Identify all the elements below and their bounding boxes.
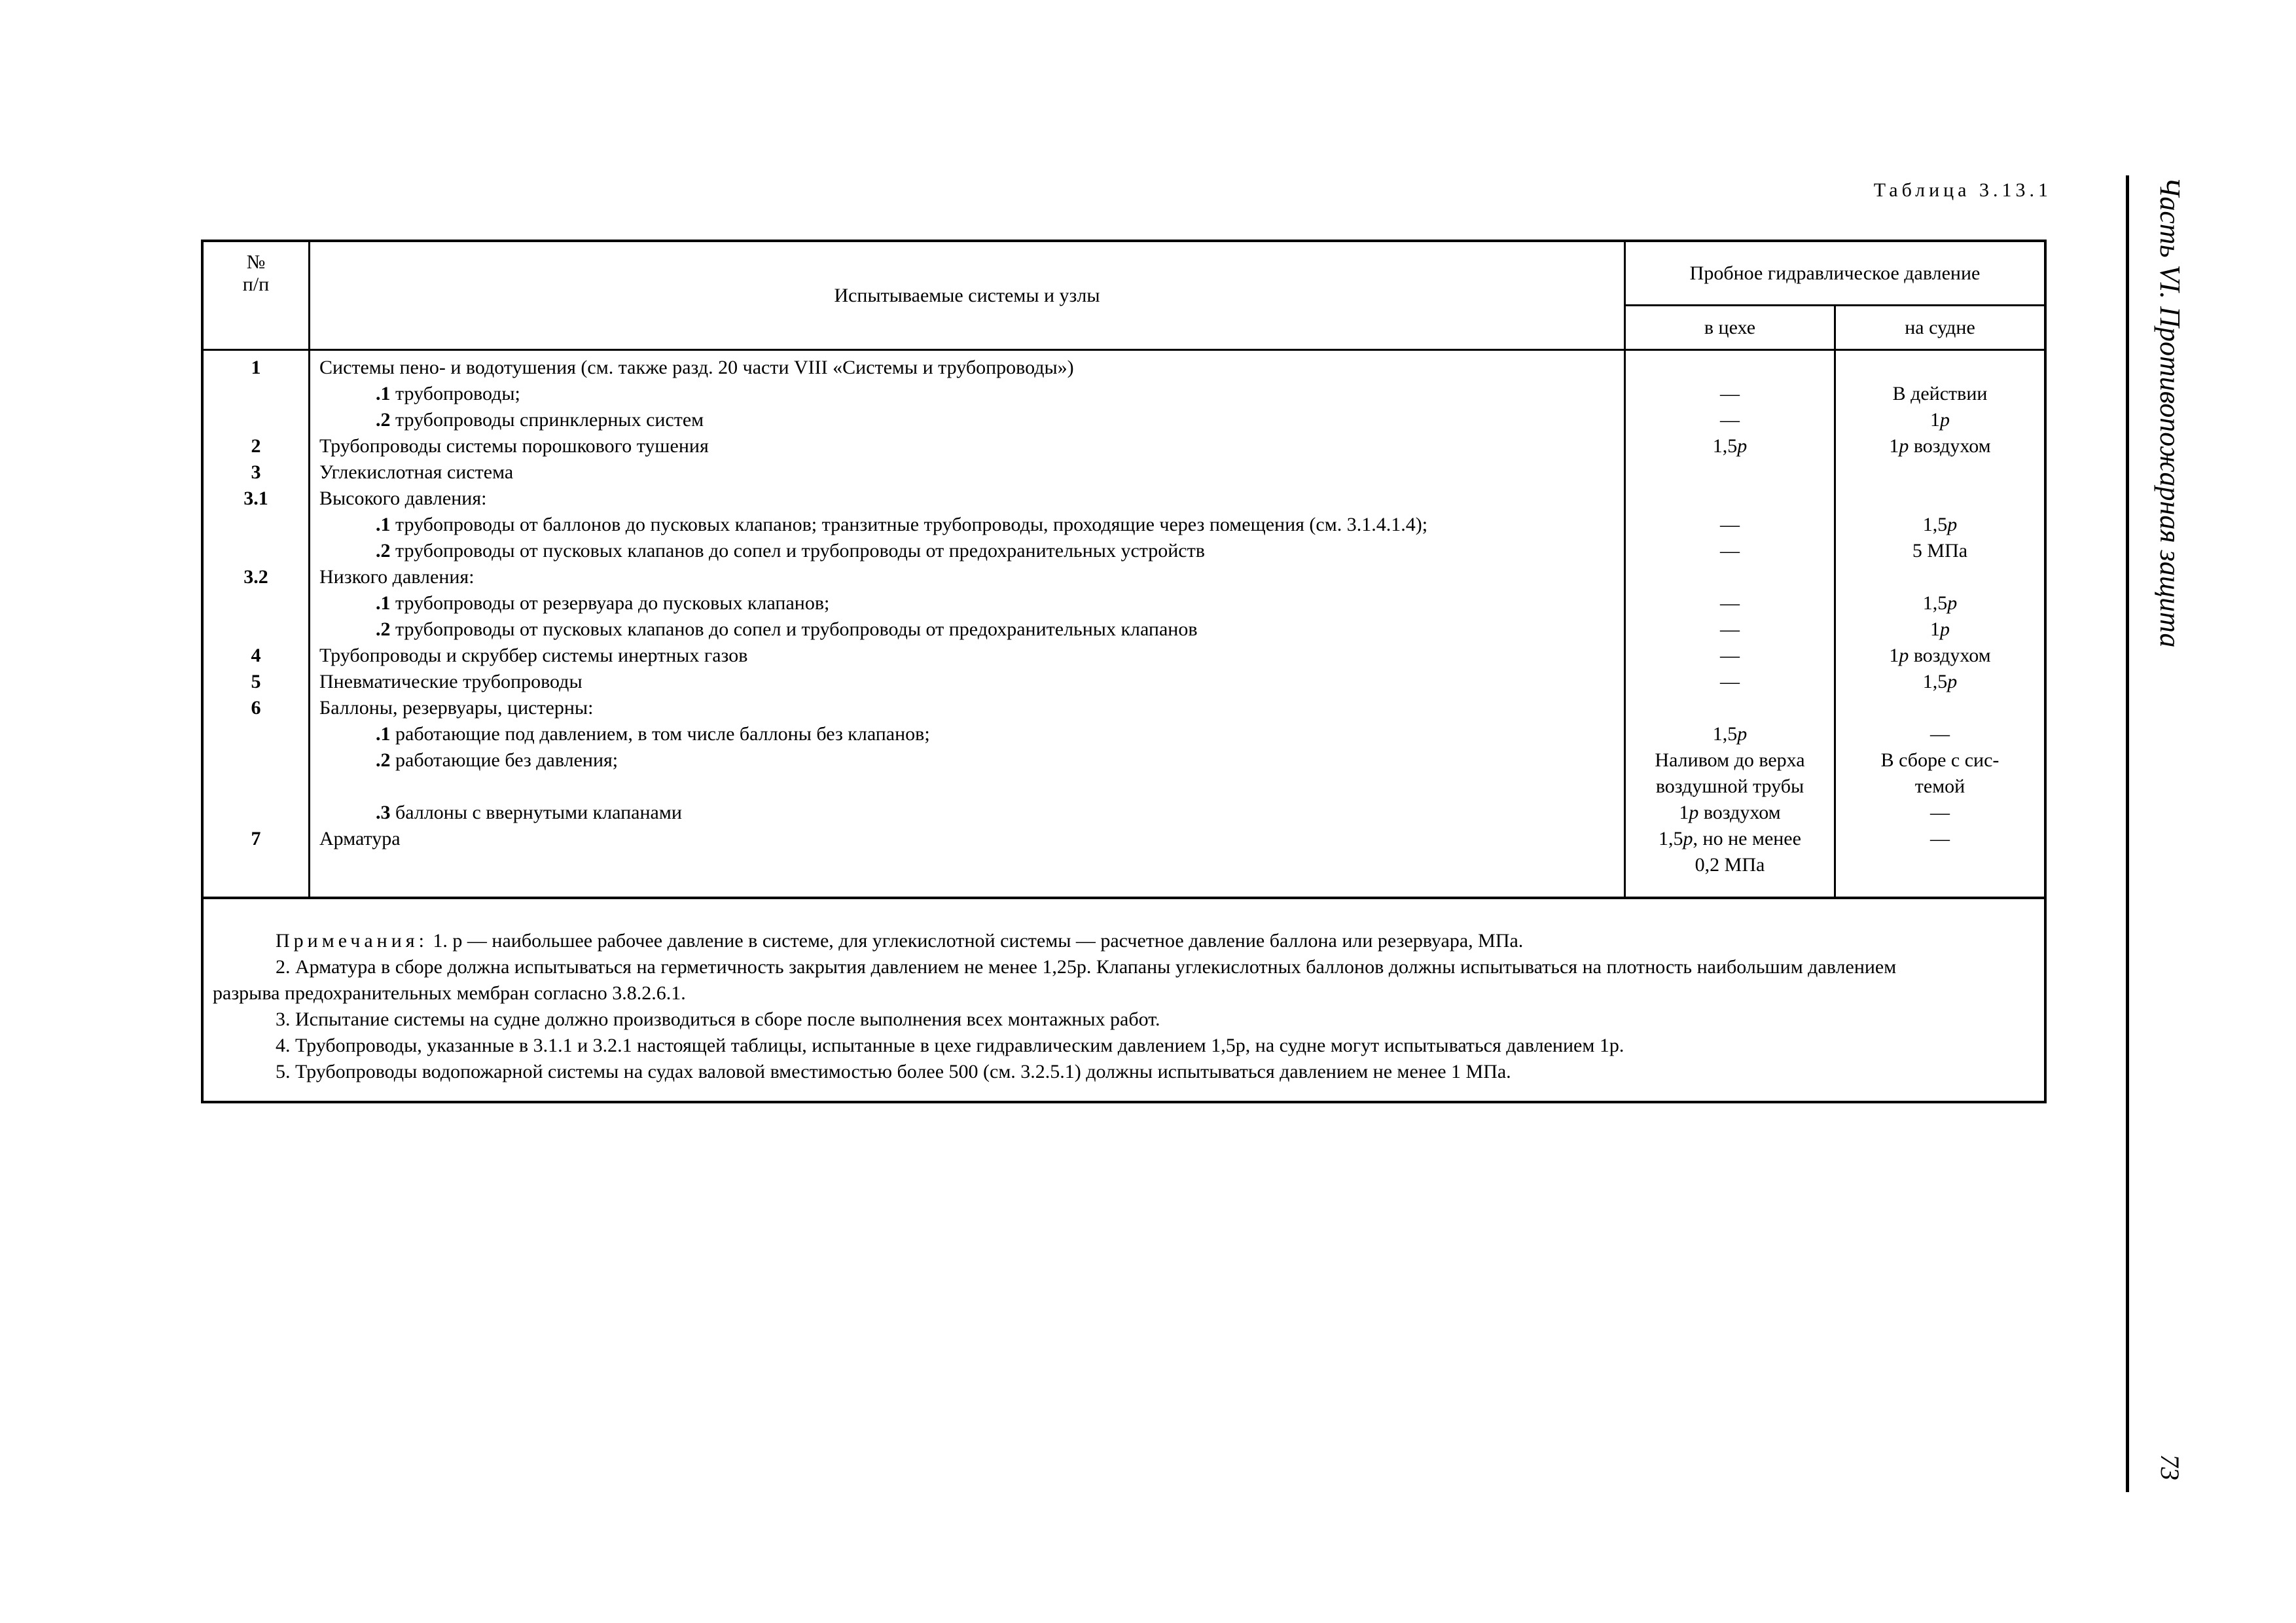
row-system: [310, 852, 1625, 898]
row-number: [202, 800, 310, 826]
notes-block: [202, 898, 2045, 1102]
row-system: [310, 695, 1625, 721]
row-system: [310, 616, 1625, 643]
row-system-text: Углекислотная система: [319, 461, 514, 483]
table-row: [202, 800, 2045, 826]
row-system: [310, 350, 1625, 382]
row-system-text: трубопроводы от пусковых клапанов до сопел и трубопроводы от предохранительных клапанов: [390, 618, 1198, 640]
row-number: [202, 852, 310, 898]
row-system: [310, 721, 1625, 747]
row-system: [310, 512, 1625, 538]
row-system-text: баллоны с ввернутыми клапанами: [390, 802, 682, 823]
row-pressure-on-ship: [1835, 564, 2046, 590]
row-system-text: работающие под давлением, в том числе баллоны без клапанов;: [390, 723, 930, 745]
row-pressure-on-ship: [1835, 486, 2046, 512]
row-pressure-on-ship: [1835, 350, 2046, 382]
row-system: [310, 747, 1625, 774]
row-number: [202, 774, 310, 800]
row-system: [310, 826, 1625, 852]
row-pressure-on-ship: 1,5p: [1835, 512, 2046, 538]
row-pressure-on-ship: 1p: [1835, 616, 2046, 643]
row-system-text: трубопроводы;: [390, 383, 520, 404]
row-pressure-in-shop: [1625, 350, 1835, 382]
table-row: [202, 590, 2045, 616]
header-number-abbr: п/п: [242, 274, 270, 295]
table-row: [202, 643, 2045, 669]
row-subitem-number: .2: [376, 409, 391, 431]
row-system: [310, 381, 1625, 407]
row-number: 7: [202, 826, 310, 852]
row-system: [310, 459, 1625, 486]
row-subitem-number: .1: [376, 592, 391, 614]
header-in-shop: в цехе: [1625, 306, 1835, 350]
row-pressure-in-shop: —: [1625, 616, 1835, 643]
table-row: [202, 721, 2045, 747]
notes-row: [202, 898, 2045, 1102]
row-pressure-on-ship: В сборе с сис-: [1835, 747, 2046, 774]
header-on-ship: на судне: [1835, 306, 2046, 350]
row-system-text: Системы пено- и водотушения (см. также разд. 20 части VIII «Системы и трубопроводы»): [319, 357, 1074, 378]
header-number-symbol: №: [246, 251, 266, 273]
table-body: [202, 350, 2045, 899]
row-number: [202, 616, 310, 643]
table-row: [202, 826, 2045, 852]
row-system-text: Пневматические трубопроводы: [319, 671, 583, 692]
row-system-text: Высокого давления:: [319, 488, 487, 509]
row-number: 2: [202, 433, 310, 459]
table-row: [202, 407, 2045, 433]
row-number: [202, 538, 310, 564]
row-subitem-number: .1: [376, 723, 391, 745]
table-row: [202, 512, 2045, 538]
row-system: [310, 433, 1625, 459]
row-system-text: Низкого давления:: [319, 566, 475, 588]
table-caption: Таблица 3.13.1: [1873, 179, 2052, 201]
row-system: [310, 800, 1625, 826]
row-pressure-in-shop: 1,5p, но не менее: [1625, 826, 1835, 852]
row-pressure-on-ship: темой: [1835, 774, 2046, 800]
row-pressure-in-shop: 0,2 МПа: [1625, 852, 1835, 898]
row-system: [310, 590, 1625, 616]
row-subitem-number: .1: [376, 383, 391, 404]
row-pressure-in-shop: [1625, 459, 1835, 486]
table-row: [202, 695, 2045, 721]
note-2-continuation: разрыва предохранительных мембран согласно 3.8.2.6.1.: [213, 982, 686, 1004]
header-pressure: Пробное гидравлическое давление: [1625, 241, 2046, 306]
row-subitem-number: .1: [376, 514, 391, 535]
row-number: [202, 512, 310, 538]
side-rule: [2126, 175, 2129, 1492]
row-system-text: Трубопроводы системы порошкового тушения: [319, 435, 709, 457]
row-number: 3.2: [202, 564, 310, 590]
pressure-test-table: [201, 240, 2047, 1103]
row-pressure-on-ship: 1,5p: [1835, 669, 2046, 695]
table-row: [202, 564, 2045, 590]
row-number: [202, 381, 310, 407]
row-pressure-in-shop: 1,5p: [1625, 433, 1835, 459]
side-section-title: Часть VI. Противопожарная защита: [2154, 177, 2186, 648]
row-number: 5: [202, 669, 310, 695]
row-pressure-on-ship: 1p воздухом: [1835, 433, 2046, 459]
row-system-text: Баллоны, резервуары, цистерны:: [319, 697, 594, 719]
table-row: [202, 350, 2045, 382]
row-number: 3.1: [202, 486, 310, 512]
row-pressure-on-ship: 1,5p: [1835, 590, 2046, 616]
row-pressure-in-shop: [1625, 695, 1835, 721]
row-number: 4: [202, 643, 310, 669]
row-subitem-number: .3: [376, 802, 391, 823]
header-systems: Испытываемые системы и узлы: [310, 241, 1625, 350]
row-pressure-in-shop: [1625, 486, 1835, 512]
note-1: [213, 928, 2035, 954]
row-number: 6: [202, 695, 310, 721]
row-number: [202, 590, 310, 616]
row-number: [202, 721, 310, 747]
table-row: [202, 616, 2045, 643]
row-number: [202, 747, 310, 774]
row-pressure-on-ship: —: [1835, 800, 2046, 826]
row-pressure-in-shop: —: [1625, 512, 1835, 538]
table-row: [202, 747, 2045, 774]
row-pressure-on-ship: В действии: [1835, 381, 2046, 407]
row-system: [310, 669, 1625, 695]
row-pressure-on-ship: [1835, 459, 2046, 486]
header-number: [202, 241, 310, 350]
row-system-text: Трубопроводы и скруббер системы инертных газов: [319, 645, 748, 666]
row-pressure-in-shop: Наливом до верха: [1625, 747, 1835, 774]
row-system: [310, 538, 1625, 564]
page-number: 73: [2155, 1454, 2185, 1480]
note-3: 3. Испытание системы на судне должно производиться в сборе после выполнения всех монтажных работ.: [276, 1008, 1160, 1030]
row-system: [310, 564, 1625, 590]
notes-label: Примечания:: [276, 930, 428, 952]
table-row: [202, 669, 2045, 695]
row-system-text: трубопроводы от пусковых клапанов до сопел и трубопроводы от предохранительных устройств: [390, 540, 1205, 562]
row-system-text: работающие без давления;: [390, 749, 619, 771]
row-subitem-number: .2: [376, 618, 391, 640]
row-system: [310, 407, 1625, 433]
row-subitem-number: .2: [376, 540, 391, 562]
row-pressure-on-ship: —: [1835, 826, 2046, 852]
row-system: [310, 774, 1625, 800]
row-system-text: трубопроводы от баллонов до пусковых клапанов; транзитные трубопроводы, проходящие через помещения (см. 3.1.4.1.4);: [390, 514, 1428, 535]
note-5: 5. Трубопроводы водопожарной системы на судах валовой вместимостью более 500 (см. 3.2.5.1) должны испытываться давлением не менее 1 МПа.: [276, 1061, 1511, 1082]
note-4: 4. Трубопроводы, указанные в 3.1.1 и 3.2.1 настоящей таблицы, испытанные в цехе гидравлическим давлением 1,5p, на судне могут испытываться давлением 1p.: [276, 1035, 1624, 1056]
row-number: [202, 407, 310, 433]
row-pressure-in-shop: [1625, 564, 1835, 590]
row-system-text: Арматура: [319, 828, 401, 849]
row-system: [310, 486, 1625, 512]
row-pressure-on-ship: 5 МПа: [1835, 538, 2046, 564]
row-system: [310, 643, 1625, 669]
row-pressure-on-ship: 1p: [1835, 407, 2046, 433]
note-2: 2. Арматура в сборе должна испытываться на герметичность закрытия давлением не менее 1,25p. Клапаны углекислотных баллонов должны испытываться на плотность наибольшим давлением: [276, 956, 1897, 978]
note-1-text: 1. p — наибольшее рабочее давление в системе, для углекислотной системы — расчетное давление баллона или резервуара, МПа.: [433, 930, 1524, 952]
row-pressure-in-shop: —: [1625, 381, 1835, 407]
table-row: [202, 486, 2045, 512]
row-pressure-in-shop: —: [1625, 590, 1835, 616]
row-pressure-on-ship: [1835, 695, 2046, 721]
table-row: [202, 459, 2045, 486]
table-row: [202, 538, 2045, 564]
table-row: [202, 774, 2045, 800]
row-pressure-on-ship: [1835, 852, 2046, 898]
row-pressure-on-ship: —: [1835, 721, 2046, 747]
row-system-text: трубопроводы спринклерных систем: [390, 409, 704, 431]
row-pressure-in-shop: —: [1625, 643, 1835, 669]
row-pressure-in-shop: —: [1625, 538, 1835, 564]
row-pressure-in-shop: —: [1625, 669, 1835, 695]
row-pressure-in-shop: —: [1625, 407, 1835, 433]
row-subitem-number: .2: [376, 749, 391, 771]
table-row: [202, 381, 2045, 407]
row-pressure-in-shop: 1,5p: [1625, 721, 1835, 747]
table-row: [202, 433, 2045, 459]
row-pressure-in-shop: 1p воздухом: [1625, 800, 1835, 826]
row-number: 3: [202, 459, 310, 486]
table-row: [202, 852, 2045, 898]
row-pressure-in-shop: воздушной трубы: [1625, 774, 1835, 800]
row-system-text: трубопроводы от резервуара до пусковых клапанов;: [390, 592, 830, 614]
row-number: 1: [202, 350, 310, 382]
row-pressure-on-ship: 1p воздухом: [1835, 643, 2046, 669]
